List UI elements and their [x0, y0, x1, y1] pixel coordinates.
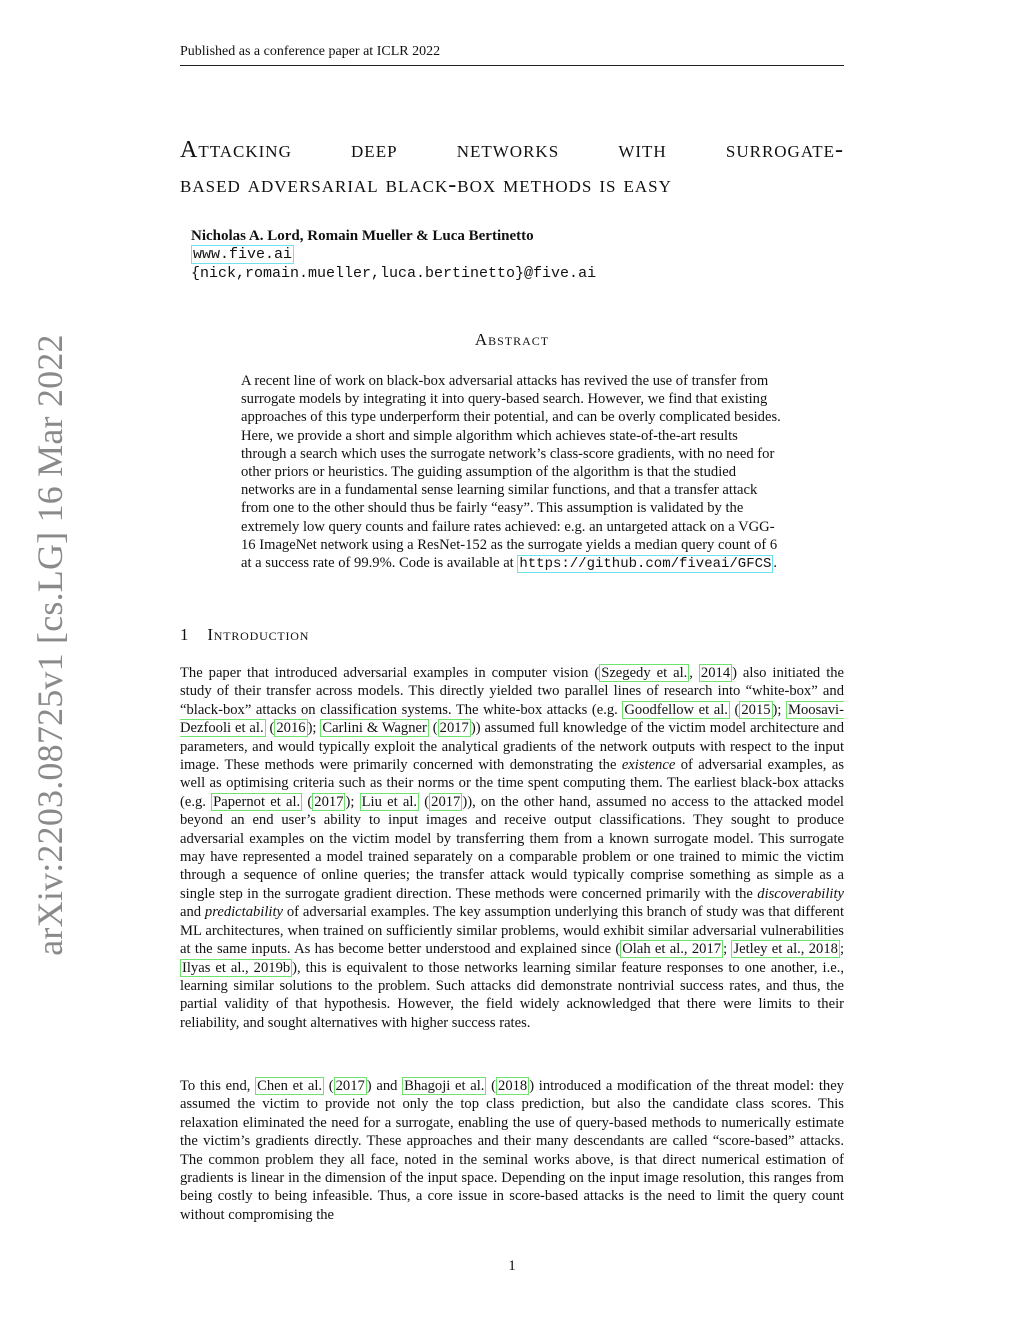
- citation-link[interactable]: Moosavi-Dezfooli et al.: [180, 701, 844, 737]
- citation-link[interactable]: Liu et al.: [361, 793, 418, 810]
- citation-link[interactable]: Chen et al.: [257, 1078, 323, 1094]
- abstract-body: A recent line of work on black-box adversarial attacks has revived the use of transfer from surrogate models by integrating it into query-based search. However, we find that existing approaches of this type underperform their potential, and can be overly complicated besides. Here, we provide a short and simple algorithm which achieves state-of-the-art results through a search which uses the surrogate network’s class-score gradients, with no need for other priors or heuristics. The guiding assumption of the algorithm is that the studied networks are in a fundamental sense learning similar functions, and that a transfer attack from one to the other should thus be fairly “easy”. This assumption is validated by the extremely low query counts and failure rates achieved: e.g. an untargeted attack on a VGG-16 ImageNet network using a ResNet-152 as the surrogate yields a median query count of 6 at a success rate of 99.9%. Code is available at: [241, 373, 781, 572]
- citation-link[interactable]: Ilyas et al., 2019b: [182, 959, 291, 976]
- arxiv-stamp: arXiv:2203.08725v1 [cs.LG] 16 Mar 2022: [30, 334, 70, 956]
- author-names: Nicholas A. Lord, Romain Mueller & Luca Bertinetto: [191, 228, 534, 244]
- citation-link[interactable]: Papernot et al.: [213, 793, 301, 810]
- section-heading: [180, 625, 309, 645]
- website-link[interactable]: www.five.ai: [193, 246, 293, 263]
- intro-paragraph-2: To this end, Chen et al. ( 2017 ) and Bhagoji et al. ( 2018 ) introduced a modification of the threat model: they assumed the victim to provide not only the top class prediction, but also the candidate class scores. This relaxation eliminated the need for a surrogate, enabling the use of query-based methods to numerically estimate the victim’s gradients directly. These approaches and their many descendants are called “score-based” attacks. The common problem they all face, noted in the seminal works above, is that direct numerical estimation of gradients is linear in the dimension of the input space. Depending on the input image resolution, this ranges from being costly to being infeasible. Thus, a core issue in score-based attacks is the need to limit the query count without compromising the: [180, 1078, 844, 1223]
- abstract-heading: Abstract: [474, 330, 550, 349]
- code-link[interactable]: https://github.com/fiveai/GFCS: [519, 556, 772, 573]
- page-header: Published as a conference paper at ICLR 2022: [180, 44, 844, 66]
- intro-paragraph-1: The paper that introduced adversarial examples in computer vision ( Szegedy et al. , 2014 ) also initiated the study of their transfer across models. This directly yielded two parallel lines of research into “white-box” and “black-box” attacks on classification systems. The white-box attacks (e.g. Goodfellow et al. ( 2015 ); Moosavi-Dezfooli et al. ( 2016 ); Carlini & Wagner ( 2017 )) assumed full knowledge of the victim model architecture and parameters, and would typically exploit the analytical gradients of the network outputs with respect to the input image. These methods were primarily concerned with demonstrating the existence of adversarial examples, as well as optimising criteria such as their norms or the time spent computing them. The earliest black-box attacks (e.g. Papernot et al. ( 2017 ); Liu et al. ( 2017 )), on the other hand, assumed no access to the attacked model beyond an end user’s ability to input images and receive output classifications. They sought to produce adversarial examples on the victim model by transferring them from a known surrogate model. This surrogate may have represented a model trained separately on a comparable problem or one trained to mimic the victim through a sequence of online queries; the transfer attack would typically comprise something as simple as a single step in the surrogate gradient direction. These methods were concerned primarily with the discoverability and predictability of adversarial examples. The key assumption underlying this branch of study was that different ML architectures, when trained on sufficiently similar problems, would exhibit similar adversarial vulnerabilities at the same inputs. As has become better understood and explained since ( Olah et al., 2017 ; Jetley et al., 2018 ; Ilyas et al., 2019b ), this is equivalent to those networks learning similar feature responses to one another, i.e., learning similar solutions to the problem. Such attacks did demonstrate nontrivial success rates, and thus, the partial validity of that hypothesis. However, the field widely acknowledged that there were limits to their reliability, and sought alternatives with higher success rates.: [180, 665, 845, 1031]
- citation-link[interactable]: 2017: [314, 793, 344, 810]
- citation-link[interactable]: Olah et al., 2017: [622, 941, 722, 958]
- citation-link[interactable]: 2017: [431, 793, 461, 810]
- citation-link[interactable]: 2016: [276, 720, 306, 737]
- emphasis-discoverability: discoverability: [757, 885, 844, 902]
- citation-link[interactable]: Goodfellow et al.: [624, 701, 728, 718]
- citation-link[interactable]: 2015: [741, 701, 771, 718]
- citation-link[interactable]: Jetley et al., 2018: [733, 941, 838, 958]
- citation-link[interactable]: 2017: [335, 1078, 365, 1094]
- citation-link[interactable]: Szegedy et al.: [601, 665, 688, 681]
- author-emails: {nick,romain.mueller,luca.bertinetto}@five.ai: [191, 265, 597, 282]
- citation-link[interactable]: 2014: [700, 665, 731, 681]
- citation-link[interactable]: 2018: [498, 1078, 528, 1094]
- page-number: 1: [508, 1258, 516, 1274]
- emphasis-predictability: predictability: [204, 904, 284, 921]
- citation-link[interactable]: Bhagoji et al.: [404, 1078, 485, 1094]
- paper-title: [180, 133, 844, 203]
- abstract-text: [241, 372, 784, 573]
- section-title: Introduction: [207, 625, 310, 644]
- citation-link[interactable]: 2017: [439, 720, 469, 737]
- author-block: [191, 227, 596, 283]
- section-number: 1: [180, 625, 190, 644]
- title-line-2: based adversarial black-box methods is easy: [180, 172, 672, 198]
- title-line-1: Attacking deep networks with surrogate-: [180, 137, 844, 163]
- emphasis-existence: existence: [621, 757, 676, 774]
- abstract-end: .: [773, 555, 778, 572]
- citation-link[interactable]: Carlini & Wagner: [322, 720, 427, 737]
